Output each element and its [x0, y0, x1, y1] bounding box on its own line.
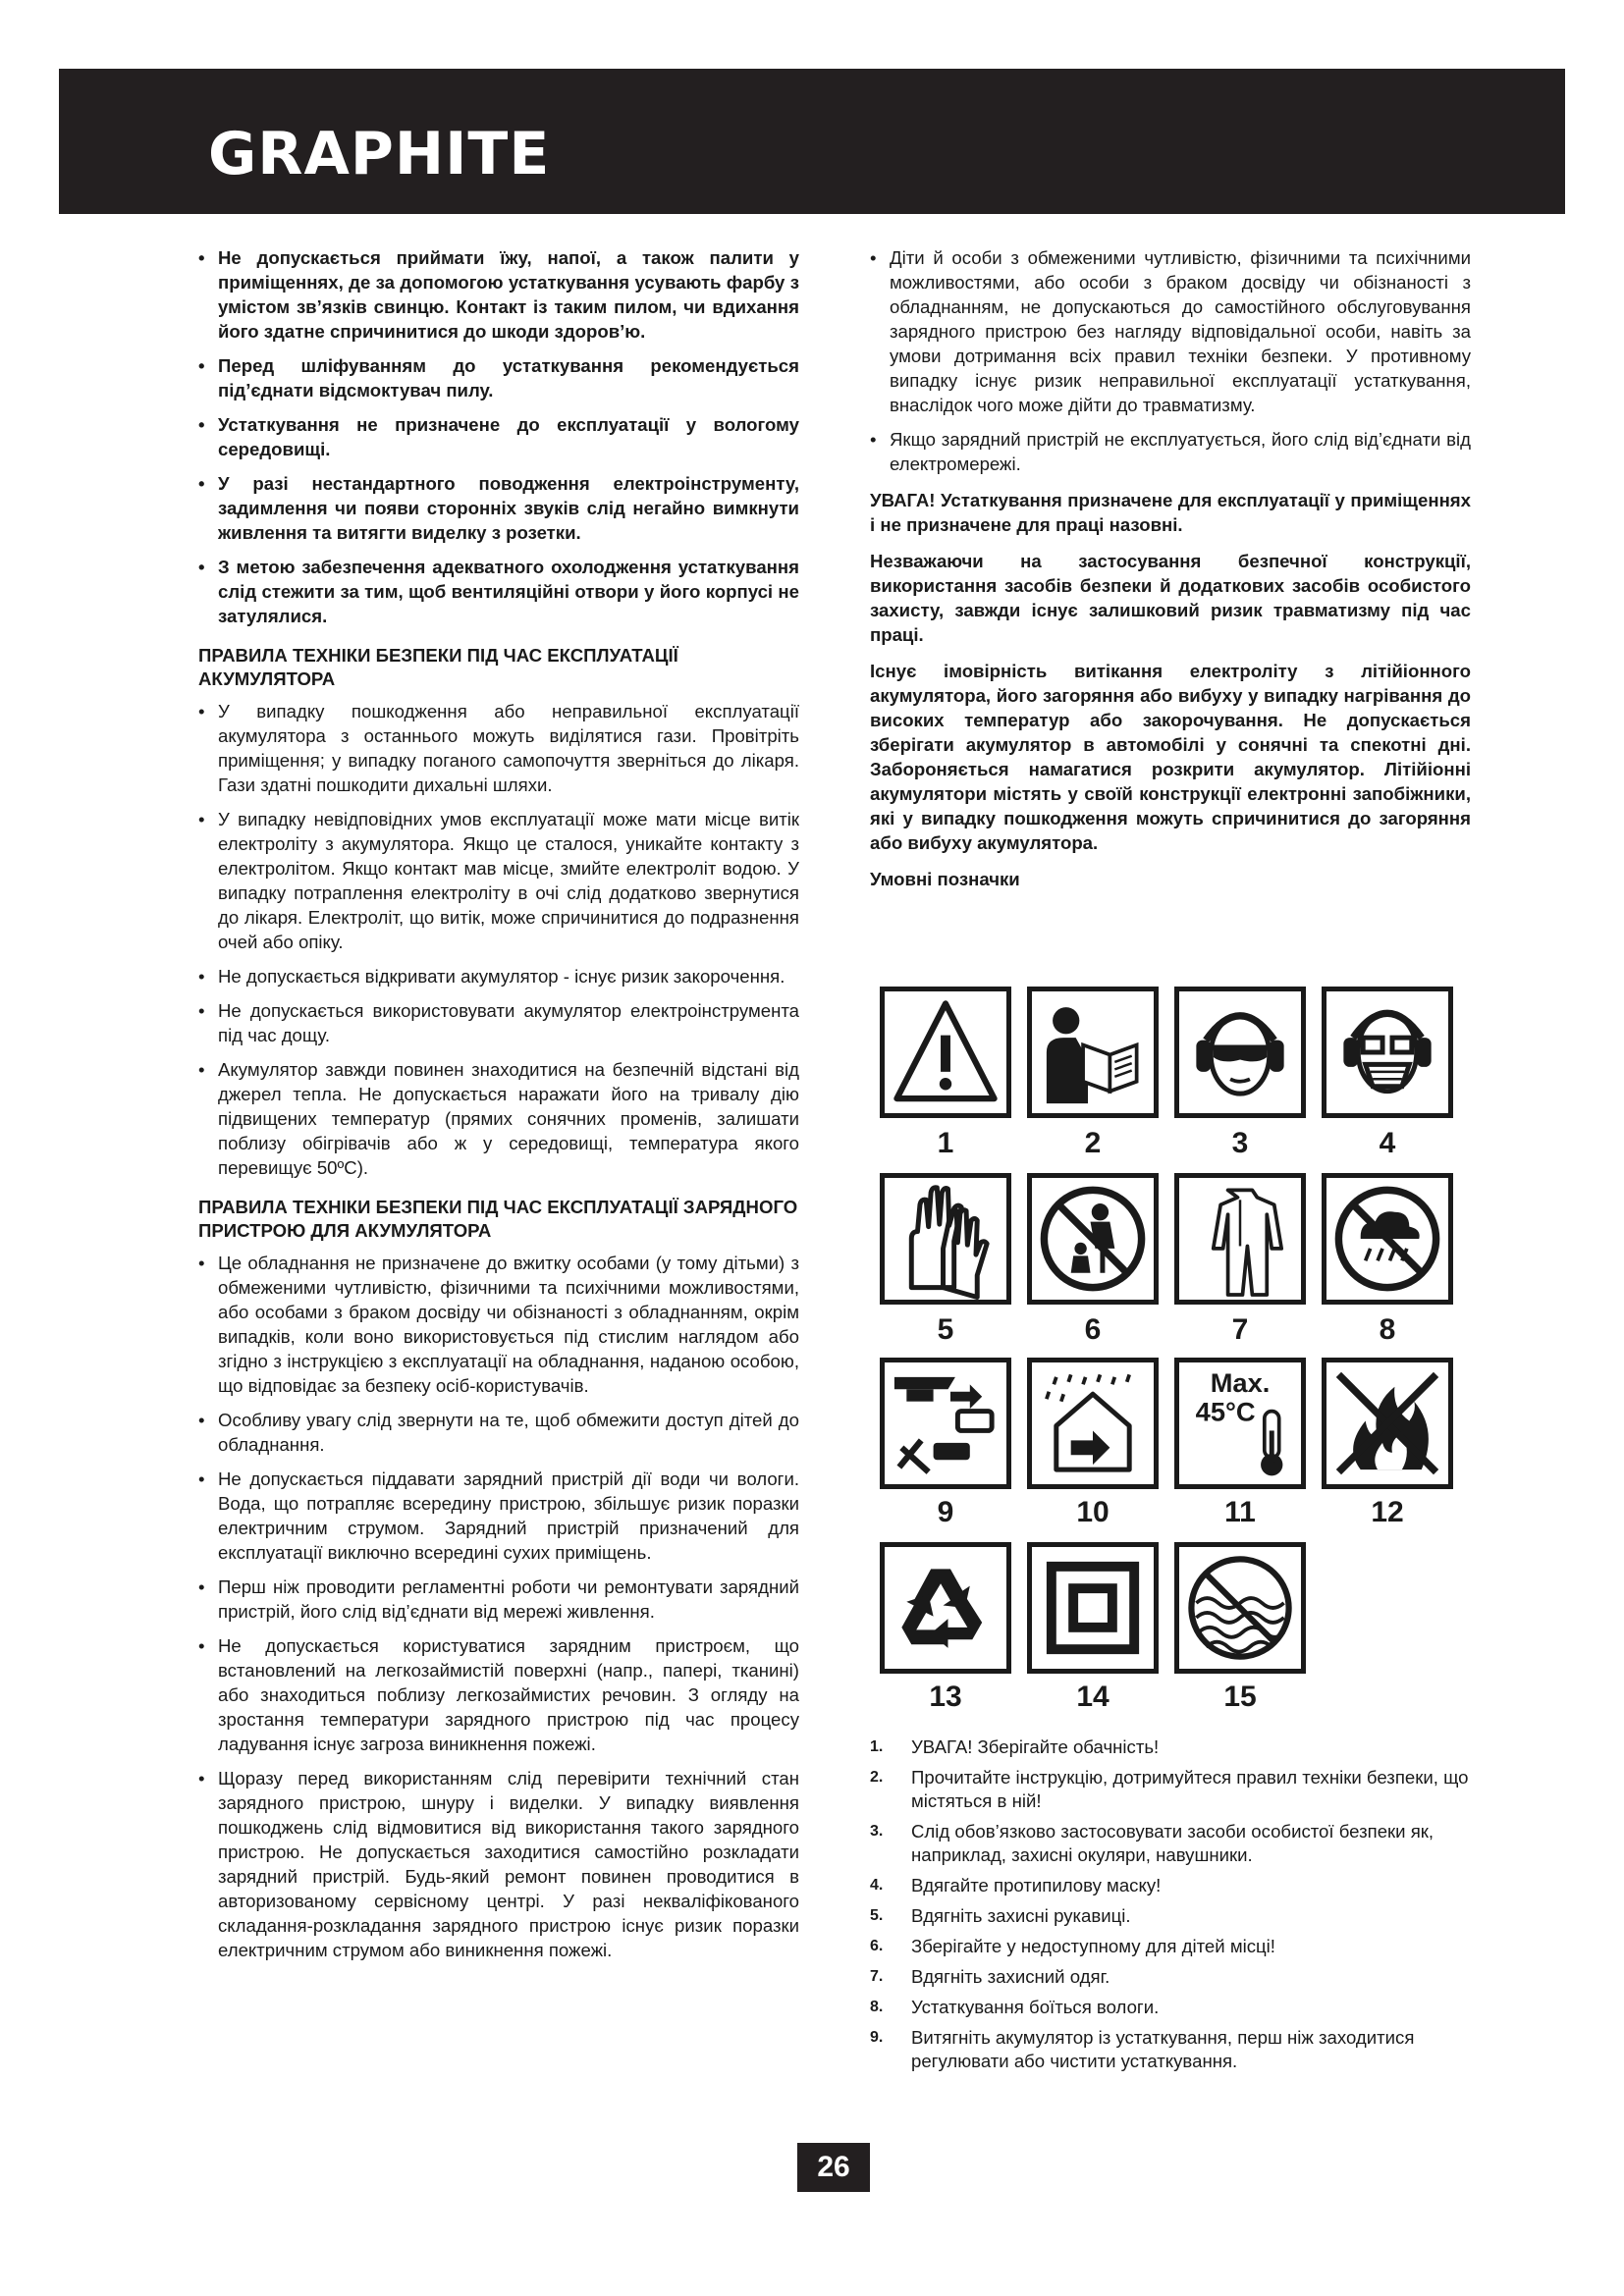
legend-item: 7. Вдягніть захисний одяг.	[870, 1966, 1110, 1987]
list-item: • Не допускається користуватися зарядним пристроєм, що встановлений на легкозаймистій поверхні (напр., папері, тканині) або знаходиться поблизу легкозаймистих речовин. З огляду на зростання температури зарядного пристрою під час процесу ладування існує загроза виникнення пожежі.	[198, 1633, 799, 1756]
right-column	[870, 245, 1471, 891]
legend-item: 2. Прочитайте інструкцію, дотримуйтеся правил техніки безпеки, що містяться в ній!	[870, 1767, 1469, 1811]
symbol-number: 9	[937, 1496, 954, 1528]
list-item: • Це обладнання не призначене до вжитку особами (у тому дітьми) з обмеженими чутливістю, фізичними та психічними можливостями, або особами з браком досвіду чи обізнаності з обладнанням, окрім випадків, коли воно використовується під стислим наглядом або згідно з інструкцією з експлуатації на обладнання, наданою особою, що відповідає за безпеку осіб-користувачів.	[198, 1251, 799, 1398]
lithium-battery-warning: Існує імовірність витікання електроліту з літійіонного акумулятора, його загоряння або вибуху у випадку нагрівання до високих температур або закорочування. Не допускається зберігати акумулятор в автомобілі у сонячні та спекотні дні. Забороняється намагатися розкрити акумулятор. Літійіонні акумулятори містять у своїй конструкції електронні запобіжники, які у випадку пошкодження можуть спричинитися до загоряння або вибуху акумулятора.	[870, 661, 1471, 853]
page-number: 26	[797, 2143, 870, 2192]
heading-charger-safety: ПРАВИЛА ТЕХНІКИ БЕЗПЕКИ ПІД ЧАС ЕКСПЛУАТАЦІЇ ЗАРЯДНОГО ПРИСТРОЮ ДЛЯ АКУМУЛЯТОРА	[198, 1197, 798, 1241]
symbol-number: 6	[1084, 1313, 1102, 1346]
waterproof-icon	[1174, 1542, 1306, 1674]
gloves-icon	[880, 1173, 1011, 1305]
legend-item: 3. Слід обов’язково застосовувати засоби особистої безпеки як, наприклад, захисні окуляри, навушники.	[870, 1821, 1435, 1865]
symbol-number: 14	[1076, 1681, 1110, 1713]
list-item: • Не допускається приймати їжу, напої, а також палити у приміщеннях, де за допомогою устаткування усувають фарбу з умістом зв’язків свинцю. Контакт із таким пилом, чи вдихання його здатне спричинитися до шкоди здоров’ю.	[198, 245, 799, 344]
list-item: • Перед шліфуванням до устаткування рекомендується під’єднати відсмоктувач пилу.	[198, 353, 799, 402]
legend-item: 1. УВАГА! Зберігайте обачність!	[870, 1736, 1160, 1757]
symbol-number: 10	[1076, 1496, 1110, 1528]
battery-safety-list	[198, 699, 799, 1180]
symbol-number: 7	[1231, 1313, 1249, 1346]
symbol-number: 11	[1224, 1496, 1256, 1528]
temp-label-line1: Max.	[1210, 1366, 1271, 1398]
list-item: • Акумулятор завжди повинен знаходитися на безпечній відстані від джерел тепла. Не допускається наражати його на тривалу дію підвищених температур (прямих сонячних променів, залишати поблизу обігрівачів або ж у середовищі, температура якого перевищує 50ºC).	[198, 1057, 799, 1180]
keep-away-children-icon	[1027, 1173, 1159, 1305]
general-safety-list	[198, 245, 799, 628]
no-fire-disposal-icon	[1322, 1358, 1453, 1489]
goggles-earmuffs-icon	[1174, 987, 1306, 1118]
symbols-legend-list	[870, 1735, 1471, 2080]
read-manual-icon	[1027, 987, 1159, 1118]
list-item: • Не допускається піддавати зарядний пристрій дії води чи вологи. Вода, що потрапляє всередину пристрою, збільшує ризик поразки електричним струмом. Зарядний пристрій призначений для експлуатації виключно всередині сухих приміщень.	[198, 1467, 799, 1565]
list-item: • Устаткування не призначене до експлуатації у вологому середовищі.	[198, 412, 799, 461]
no-moisture-icon	[1322, 1173, 1453, 1305]
charger-children-list	[870, 245, 1471, 476]
symbol-number: 4	[1379, 1127, 1396, 1159]
list-item: • Щоразу перед використанням слід перевірити технічний стан зарядного пристрою, шнуру і виделки. У випадку виявлення пошкоджень слід відмовитися від використання такого зарядного пристрою. Не допускається заходитися самостійно розкладати зарядний пристрій. Будь-який ремонт повинен проводитися в авторизованому сервісному центрі. У разі некваліфікованого складання-розкладання зарядного пристрою існує ризик поразки електричним струмом або виникнення пожежі.	[198, 1766, 799, 1962]
list-item: • З метою забезпечення адекватного охолодження устаткування слід стежити за тим, щоб вентиляційні отвори у його корпусі не затулялися.	[198, 555, 799, 628]
dust-mask-icon	[1322, 987, 1453, 1118]
heading-battery-safety: ПРАВИЛА ТЕХНІКИ БЕЗПЕКИ ПІД ЧАС ЕКСПЛУАТАЦІЇ АКУМУЛЯТОРА	[198, 645, 678, 689]
list-item: • У випадку пошкодження або неправильної експлуатації акумулятора з останнього можуть виділятися гази. Провітріть приміщення; у випадку поганого самопочуття зверніться до лікаря. Гази здатні пошкодити дихальні шляхи.	[198, 699, 799, 797]
symbol-number: 13	[929, 1681, 962, 1713]
legend-item: 5. Вдягніть захисні рукавиці.	[870, 1905, 1131, 1926]
list-item: • Перш ніж проводити регламентні роботи чи ремонтувати зарядний пристрій, його слід від’єднати від мережі живлення.	[198, 1575, 799, 1624]
symbol-number: 8	[1379, 1313, 1396, 1346]
legend-item: 9. Витягніть акумулятор із устаткування, перш ніж заходитися регулювати або чистити устаткування.	[870, 2027, 1415, 2071]
left-column	[198, 245, 799, 1974]
list-item: • Діти й особи з обмеженими чутливістю, фізичними та психічними можливостями, або особи з браком досвіду чи обізнаності з обладнанням, не допускаються до самостійного обслуговування зарядного пристрою без нагляду відповідальної особи, навіть за умови дотримання всіх правил техніки безпеки. У противному випадку існує ризик неправильної експлуатації устаткування, внаслідок чого може дійти до травматизму.	[870, 245, 1471, 417]
symbol-number: 15	[1223, 1681, 1257, 1713]
list-item: • У випадку невідповідних умов експлуатації може мати місце витік електроліту з акумулятора. Якщо це сталося, уникайте контакту з електролітом. Якщо контакт мав місце, змийте електроліт водою. У випадку потраплення електроліту в очі слід додатково звернутися до лікаря. Електроліт, що витік, може спричинитися до подразнення очей або опіку.	[198, 807, 799, 954]
protective-clothing-icon	[1174, 1173, 1306, 1305]
list-item: • Особливу увагу слід звернути на те, щоб обмежити доступ дітей до обладнання.	[198, 1408, 799, 1457]
double-insulation-icon	[1027, 1542, 1159, 1674]
charger-safety-list	[198, 1251, 799, 1962]
list-item: • Не допускається використовувати акумулятор електроінструмента під час дощу.	[198, 998, 799, 1047]
symbol-number: 12	[1371, 1496, 1404, 1528]
residual-risk-note: Незважаючи на застосування безпечної конструкції, використання засобів безпеки й додаткових засобів особистого захисту, завжди існує залишковий ризик травматизму під час праці.	[870, 551, 1471, 645]
remove-battery-icon	[880, 1358, 1011, 1489]
list-item: • У разі нестандартного поводження електроінструменту, задимлення чи появи сторонніх звуків слід негайно вимкнути живлення та витягти виделку з розетки.	[198, 471, 799, 545]
legend-item: 8. Устаткування боїться вологи.	[870, 1997, 1160, 2017]
symbols-heading: Умовні позначки	[870, 869, 1020, 889]
symbol-number: 3	[1231, 1127, 1249, 1159]
temp-label-line2: 45°C	[1195, 1396, 1256, 1427]
legend-item: 4. Вдягайте протипилову маску!	[870, 1875, 1162, 1896]
indoor-use-only-icon	[1027, 1358, 1159, 1489]
list-item: • Не допускається відкривати акумулятор - існує ризик закорочення.	[198, 964, 799, 988]
graphite-logo: GRAPHITE	[208, 120, 551, 188]
symbol-number: 1	[937, 1127, 954, 1159]
legend-item: 6. Зберігайте у недоступному для дітей місці!	[870, 1936, 1275, 1956]
recycling-icon	[880, 1542, 1011, 1674]
symbols-grid	[880, 987, 1469, 1713]
max-temperature-icon	[1174, 1358, 1306, 1489]
symbol-number: 5	[937, 1313, 954, 1346]
warning-indoor-use: УВАГА! Устаткування призначене для експлуатації у приміщеннях і не призначене для праці назовні.	[870, 490, 1471, 535]
warning-triangle-icon	[880, 987, 1011, 1118]
list-item: • Якщо зарядний пристрій не експлуатується, його слід від’єднати від електромережі.	[870, 427, 1471, 476]
symbol-number: 2	[1084, 1127, 1102, 1159]
